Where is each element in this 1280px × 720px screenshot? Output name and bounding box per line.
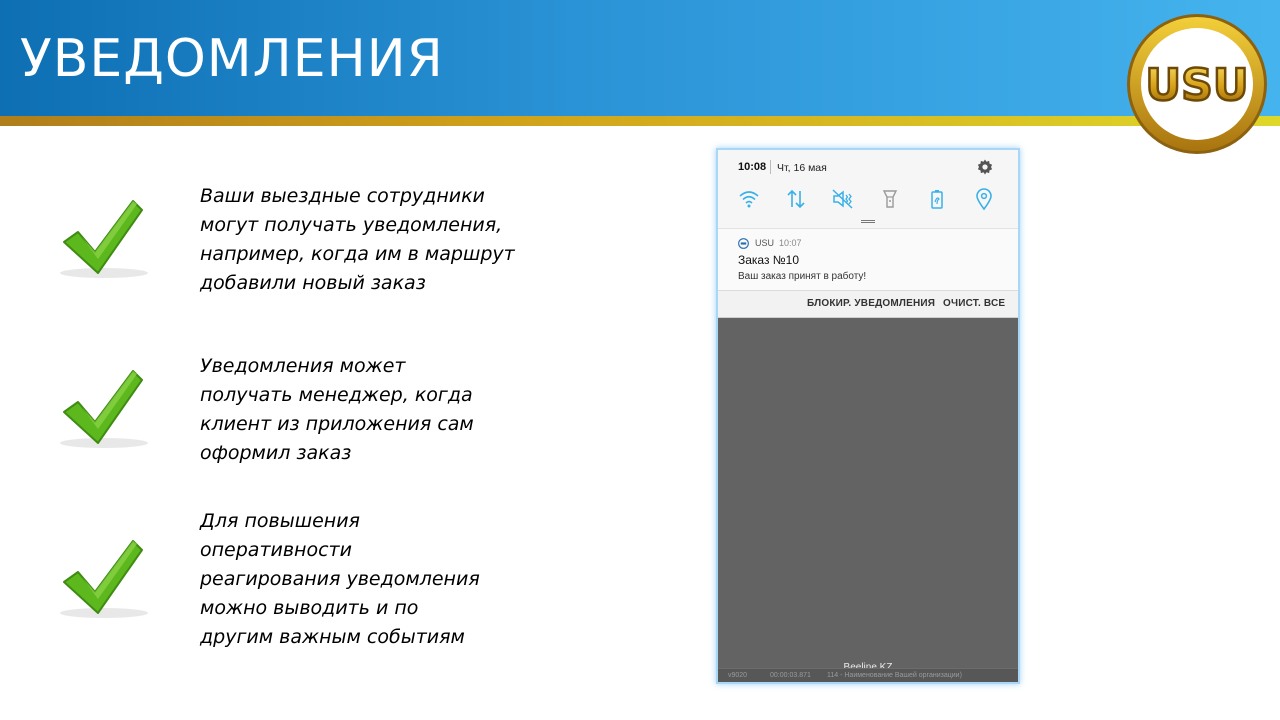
sound-off-icon[interactable] bbox=[831, 187, 855, 211]
check-icon bbox=[54, 535, 154, 625]
status-date: Чт, 16 мая bbox=[777, 162, 827, 174]
status-time: 10:08 bbox=[738, 161, 767, 173]
power-saving-icon[interactable] bbox=[925, 187, 949, 211]
quick-settings-panel bbox=[718, 150, 1018, 228]
feature-text-1: Ваши выездные сотрудники могут получать уведомления, например, когда им в маршрут добавили новый заказ bbox=[200, 185, 515, 294]
notification-body: Ваш заказ принят в работу! bbox=[738, 271, 867, 282]
check-icon bbox=[54, 365, 154, 455]
app-icon bbox=[738, 238, 749, 249]
gear-icon[interactable] bbox=[976, 158, 994, 176]
logo-text: USU bbox=[1145, 60, 1249, 111]
notification-card[interactable] bbox=[718, 228, 1018, 291]
flashlight-icon[interactable] bbox=[878, 187, 902, 211]
app-footer-bar bbox=[718, 668, 1018, 683]
block-notifications-button[interactable]: БЛОКИР. УВЕДОМЛЕНИЯ bbox=[807, 298, 936, 309]
notification-title: Заказ №10 bbox=[738, 253, 800, 267]
feature-text-3: Для повышения оперативности реагирования уведомления можно выводить и по другим важным событиям bbox=[200, 510, 480, 648]
data-transfer-icon[interactable] bbox=[784, 187, 808, 211]
check-icon bbox=[54, 195, 154, 285]
header-stripe bbox=[0, 116, 1280, 126]
phone-screenshot bbox=[716, 148, 1020, 684]
status-divider bbox=[770, 160, 771, 174]
clear-all-button[interactable]: ОЧИСТ. ВСЕ bbox=[943, 298, 1006, 309]
page-title: УВЕДОМЛЕНИЯ bbox=[20, 29, 444, 89]
footer-org: 114 - Наименование Вашей организации) bbox=[827, 672, 962, 679]
notification-actions bbox=[718, 290, 1018, 318]
notification-time: 10:07 bbox=[779, 238, 802, 248]
location-icon[interactable] bbox=[972, 187, 996, 211]
wifi-icon[interactable] bbox=[737, 187, 761, 211]
feature-text-2: Уведомления может получать менеджер, когда клиент из приложения сам оформил заказ bbox=[200, 355, 474, 464]
panel-drag-handle[interactable] bbox=[861, 220, 875, 223]
usu-logo bbox=[1126, 13, 1268, 155]
footer-timer: 00:00:03.871 bbox=[770, 672, 811, 679]
notification-app-name: USU bbox=[755, 238, 775, 248]
footer-version: v9020 bbox=[728, 672, 748, 679]
